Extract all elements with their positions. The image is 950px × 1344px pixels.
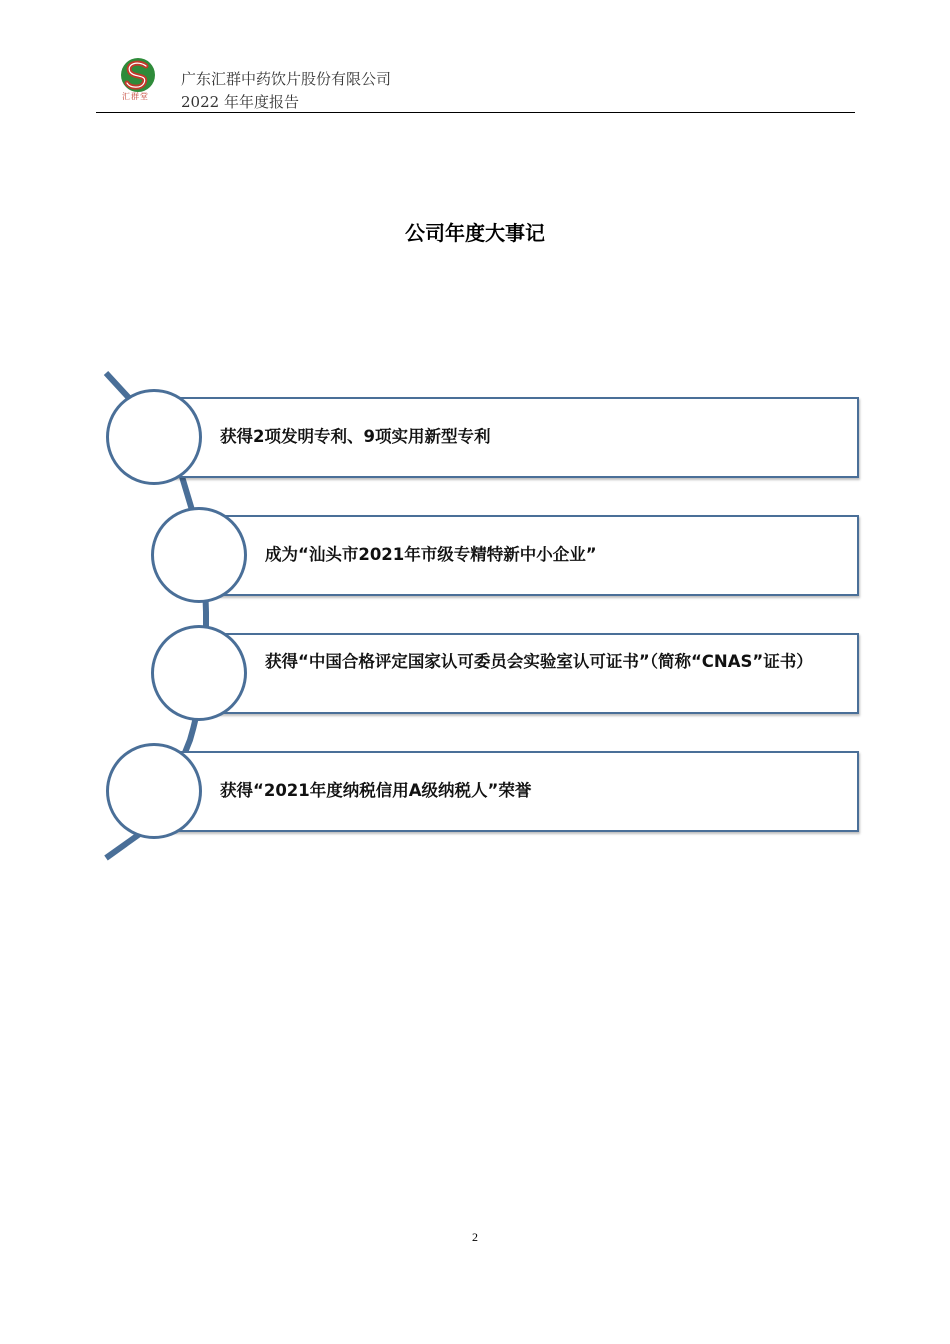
page-number: 2	[472, 1230, 478, 1244]
company-name: 广东汇群中药饮片股份有限公司	[181, 70, 392, 88]
page-title: 公司年度大事记	[405, 221, 545, 245]
logo-text: 汇群堂	[122, 92, 149, 101]
timeline-circle-1	[106, 389, 202, 485]
event-text-2: 成为“汕头市2021年市级专精特新中小企业”	[265, 545, 597, 564]
event-box-3	[198, 633, 859, 714]
event-text-1: 获得2项发明专利、9项实用新型专利	[220, 427, 491, 446]
timeline-circle-4	[106, 743, 202, 839]
event-text-3: 获得“中国合格评定国家认可委员会实验室认可证书”（简称“CNAS”证书）	[265, 652, 813, 671]
report-title: 2022 年年度报告	[181, 93, 299, 111]
event-text-4: 获得“2021年度纳税信用A级纳税人”荣誉	[220, 781, 532, 800]
timeline-circle-3	[151, 625, 247, 721]
timeline-circle-2	[151, 507, 247, 603]
